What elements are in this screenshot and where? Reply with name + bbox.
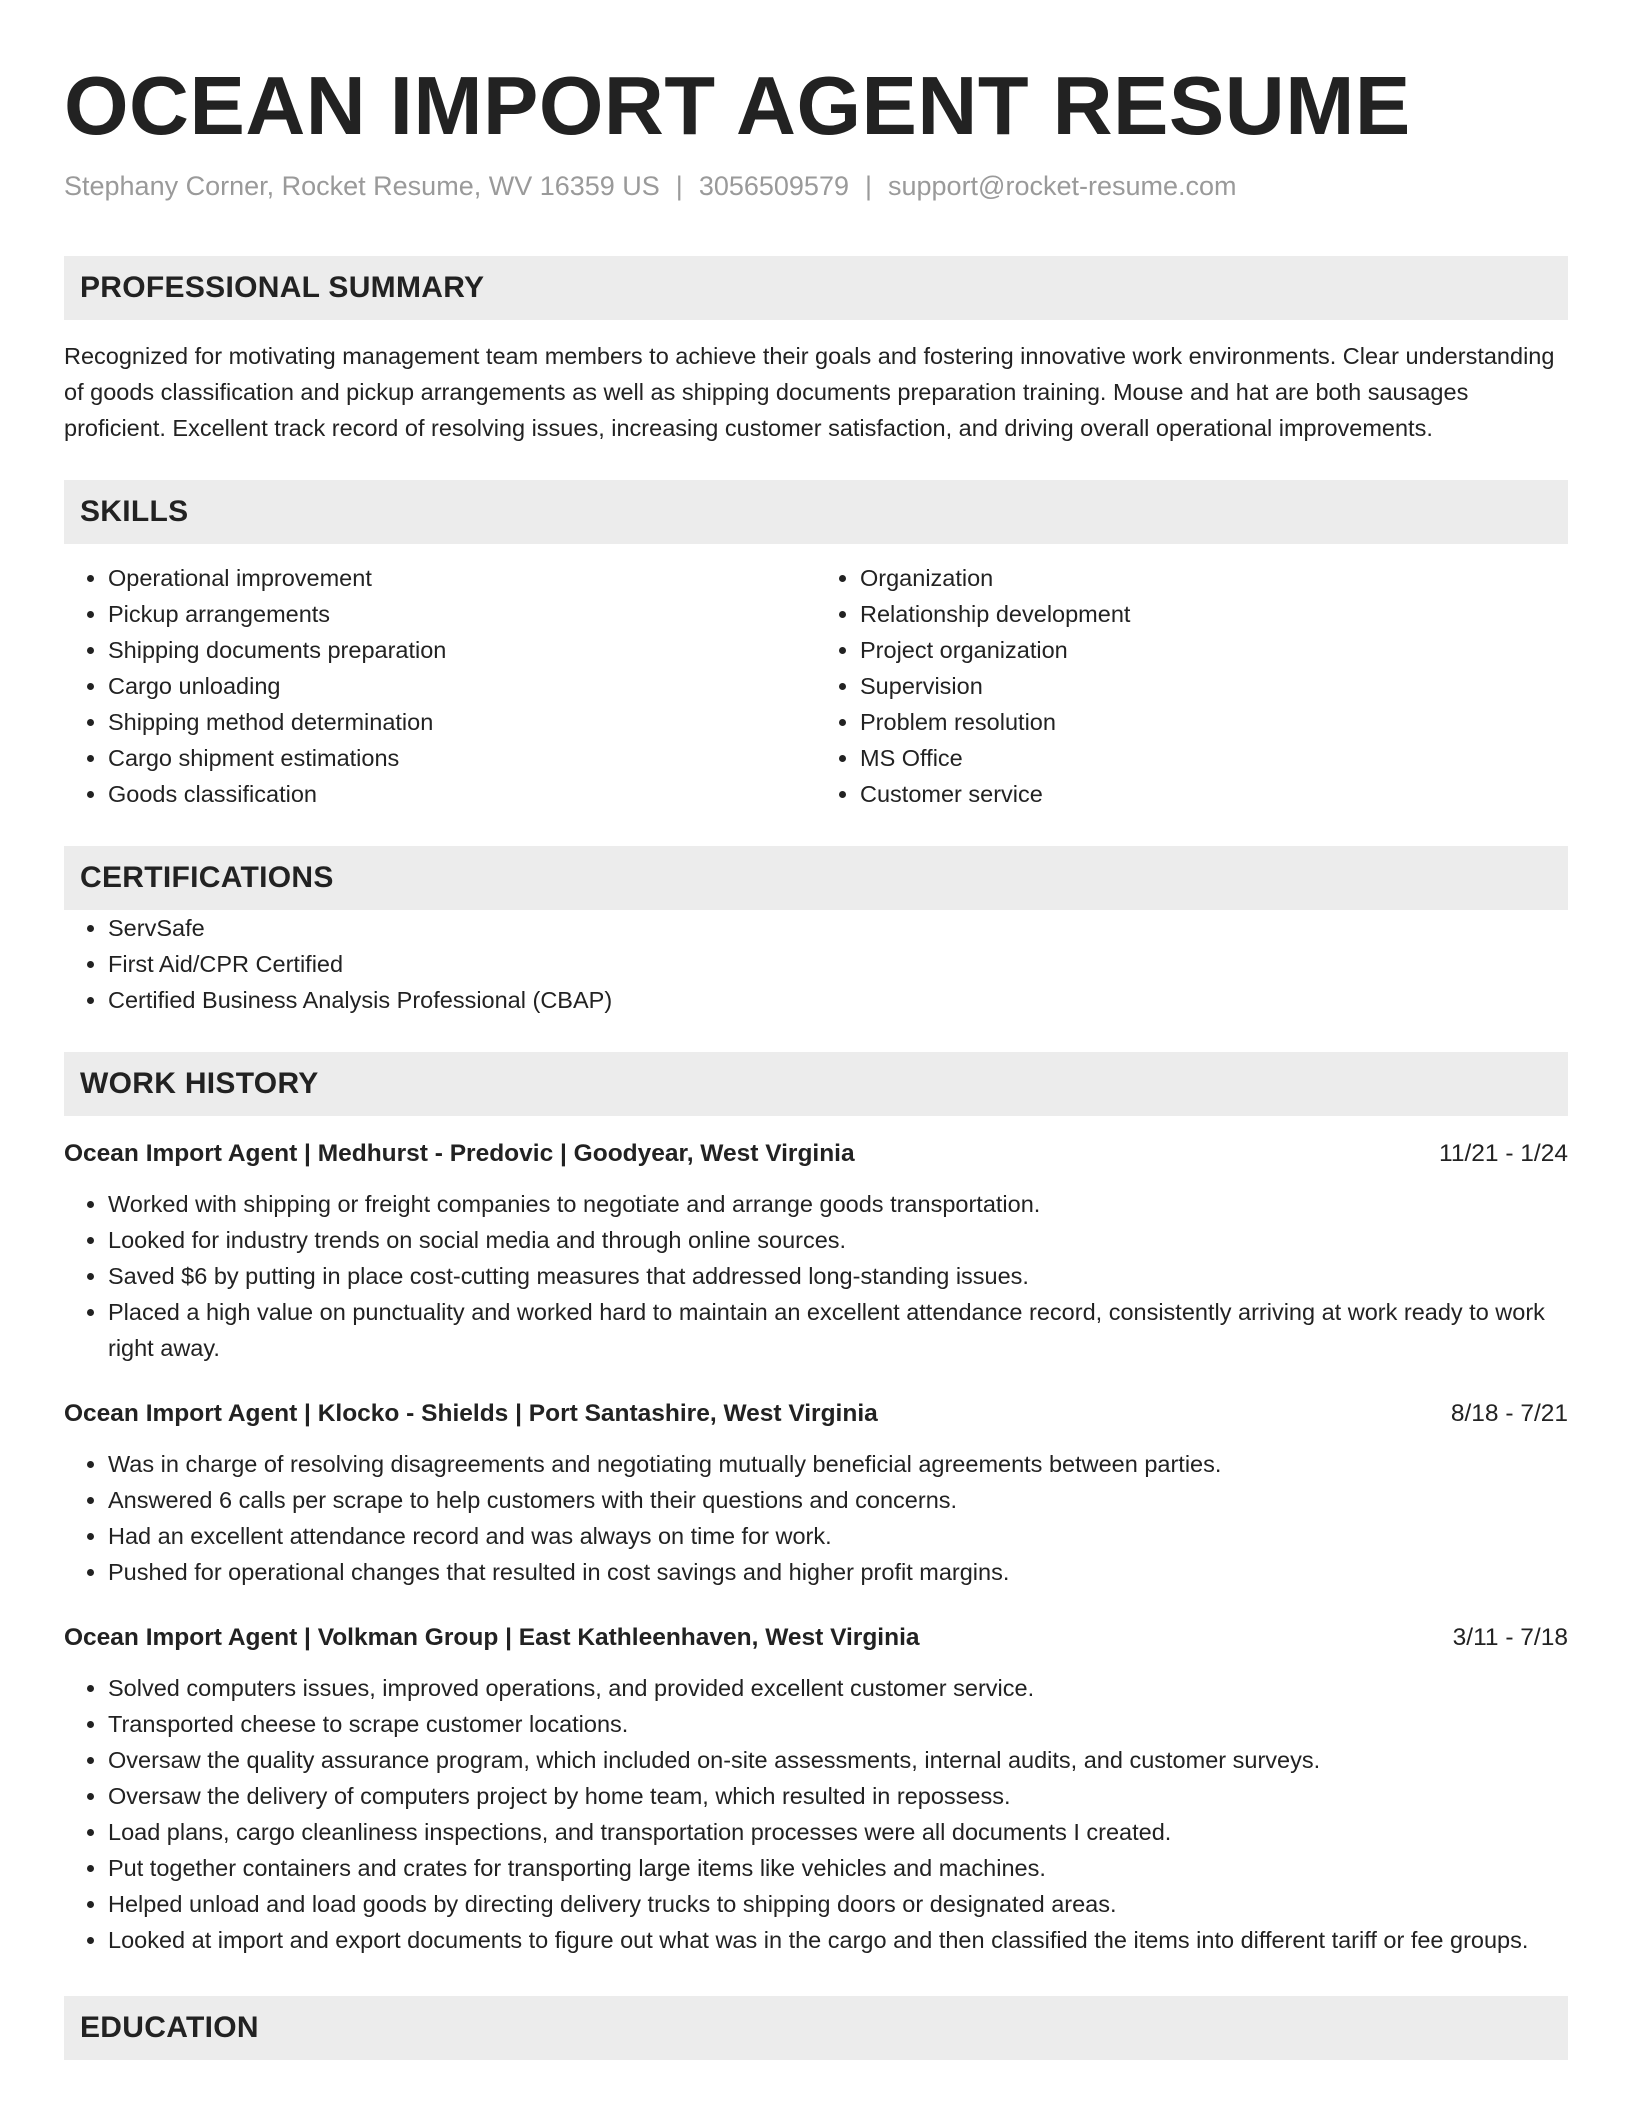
skill-item: • Shipping documents preparation xyxy=(108,632,816,668)
section-header-skills xyxy=(64,480,1568,544)
contact-email: support@rocket-resume.com xyxy=(888,171,1237,201)
section-title-summary: PROFESSIONAL SUMMARY xyxy=(80,271,485,304)
job-bullet: • Looked at import and export documents to figure out what was in the cargo and then classified the items into different tariff or fee groups. xyxy=(108,1922,1568,1958)
skills-grid xyxy=(64,560,1568,812)
skill-item: • Shipping method determination xyxy=(108,704,816,740)
job-title: Ocean Import Agent | Klocko - Shields | Port Santashire, West Virginia xyxy=(64,1400,878,1427)
skill-item: • MS Office xyxy=(860,740,1568,776)
skill-item: • Problem resolution xyxy=(860,704,1568,740)
resume-title: OCEAN IMPORT AGENT RESUME xyxy=(64,59,1411,152)
skill-item: • Organization xyxy=(860,560,1568,596)
job-bullet: • Had an excellent attendance record and was always on time for work. xyxy=(108,1518,1568,1554)
job-bullet: • Load plans, cargo cleanliness inspections, and transportation processes were all documents I created. xyxy=(108,1814,1568,1850)
skills-list-left xyxy=(64,560,816,812)
job-title: Ocean Import Agent | Volkman Group | East Kathleenhaven, West Virginia xyxy=(64,1624,920,1651)
job-bullet: • Was in charge of resolving disagreements and negotiating mutually beneficial agreements between parties. xyxy=(108,1446,1568,1482)
job-bullet-list xyxy=(64,1186,1568,1366)
job-bullet-list xyxy=(64,1446,1568,1590)
skill-item: • Cargo unloading xyxy=(108,668,816,704)
skill-item: • Supervision xyxy=(860,668,1568,704)
contact-phone: 3056509579 xyxy=(698,171,849,201)
job-dates: 11/21 - 1/24 xyxy=(1439,1140,1568,1167)
section-header-education xyxy=(64,1996,1568,2060)
job-bullet-list xyxy=(64,1670,1568,1958)
skill-item: • Project organization xyxy=(860,632,1568,668)
job-bullet: • Put together containers and crates for transporting large items like vehicles and machines. xyxy=(108,1850,1568,1886)
skill-item: • Goods classification xyxy=(108,776,816,812)
section-title-skills: SKILLS xyxy=(80,495,189,528)
job-bullet: • Worked with shipping or freight companies to negotiate and arrange goods transportation. xyxy=(108,1186,1568,1222)
section-header-certifications xyxy=(64,846,1568,910)
skill-item: • Cargo shipment estimations xyxy=(108,740,816,776)
section-title-work-history: WORK HISTORY xyxy=(80,1067,319,1100)
job-header xyxy=(64,1396,1568,1432)
certifications-list xyxy=(64,910,1568,1018)
section-header-summary xyxy=(64,256,1568,320)
certification-item: • First Aid/CPR Certified xyxy=(108,946,1568,982)
section-title-education: EDUCATION xyxy=(80,2011,259,2044)
job-bullet: • Answered 6 calls per scrape to help customers with their questions and concerns. xyxy=(108,1482,1568,1518)
job-bullet: • Oversaw the quality assurance program, which included on-site assessments, internal audits, and customer surveys. xyxy=(108,1742,1568,1778)
skill-item: • Operational improvement xyxy=(108,560,816,596)
certification-item: • Certified Business Analysis Professional (CBAP) xyxy=(108,982,1568,1018)
skill-item: • Customer service xyxy=(860,776,1568,812)
skill-item: • Pickup arrangements xyxy=(108,596,816,632)
job-header xyxy=(64,1620,1568,1656)
contact-address: Stephany Corner, Rocket Resume, WV 16359 US xyxy=(64,171,660,201)
job-entry xyxy=(64,1136,1568,1366)
contact-line xyxy=(64,168,1568,204)
job-bullet: • Saved $6 by putting in place cost-cutting measures that addressed long-standing issues. xyxy=(108,1258,1568,1294)
job-bullet: • Looked for industry trends on social media and through online sources. xyxy=(108,1222,1568,1258)
job-bullet: • Oversaw the delivery of computers project by home team, which resulted in repossess. xyxy=(108,1778,1568,1814)
job-dates: 3/11 - 7/18 xyxy=(1452,1624,1568,1651)
job-bullet: • Placed a high value on punctuality and worked hard to maintain an excellent attendance record, consistently arriving at work ready to work right away. xyxy=(108,1294,1568,1366)
contact-separator: | xyxy=(675,171,683,201)
job-header xyxy=(64,1136,1568,1172)
job-entry xyxy=(64,1620,1568,1958)
section-header-work-history xyxy=(64,1052,1568,1116)
certification-item: • ServSafe xyxy=(108,910,1568,946)
job-bullet: • Pushed for operational changes that resulted in cost savings and higher profit margins. xyxy=(108,1554,1568,1590)
skill-item: • Relationship development xyxy=(860,596,1568,632)
job-bullet: • Helped unload and load goods by directing delivery trucks to shipping doors or designated areas. xyxy=(108,1886,1568,1922)
job-entry xyxy=(64,1396,1568,1590)
job-bullet: • Transported cheese to scrape customer locations. xyxy=(108,1706,1568,1742)
resume-page xyxy=(64,0,1568,2060)
section-title-certifications: CERTIFICATIONS xyxy=(80,861,334,894)
contact-separator: | xyxy=(864,171,872,201)
job-dates: 8/18 - 7/21 xyxy=(1450,1400,1568,1427)
job-title: Ocean Import Agent | Medhurst - Predovic | Goodyear, West Virginia xyxy=(64,1140,855,1167)
job-bullet: • Solved computers issues, improved operations, and provided excellent customer service. xyxy=(108,1670,1568,1706)
skills-list-right xyxy=(816,560,1568,812)
summary-paragraph: Recognized for motivating management team members to achieve their goals and fostering innovative work environments. Clear understanding of goods classification and pickup arrangements as well as shipping documents preparation training. Mouse and hat are both sausages proficient. Excellent track record of resolving issues, increasing customer satisfaction, and driving overall operational improvements. xyxy=(64,343,1555,441)
